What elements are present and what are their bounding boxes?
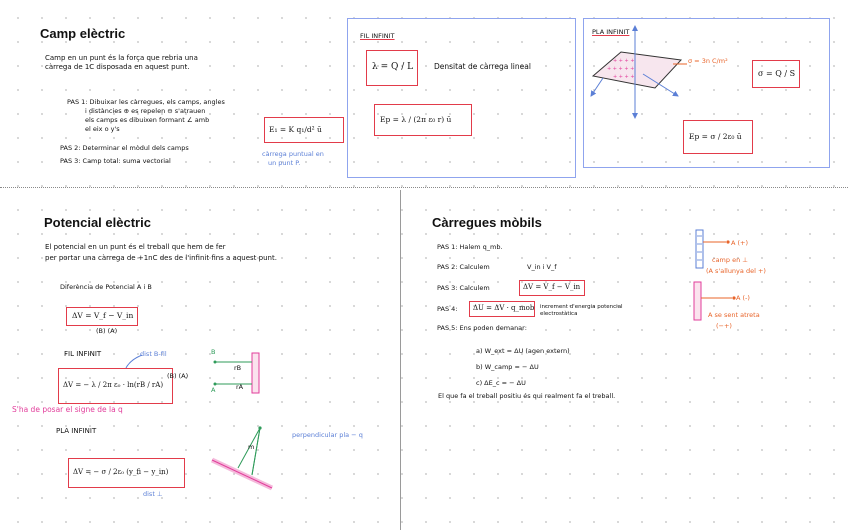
carregues-pas4-note-2: electrostàtica bbox=[540, 311, 578, 317]
fil-field-formula: Ep = λ / (2π ε₀ r) ū bbox=[380, 115, 452, 124]
carregues-side-b3: (−+) bbox=[716, 322, 732, 330]
potencial-title: Potencial elèctric bbox=[44, 215, 151, 230]
carregues-pas1: PAS 1: Halem q_mb. bbox=[437, 243, 503, 251]
potencial-diagram-ra: rA bbox=[236, 383, 244, 391]
potencial-fil-formula: ΔV = − λ / 2π ε₀ · ln(rB / rA) bbox=[63, 381, 164, 389]
carregues-closing: El que fa el treball positiu és qui realment fa el treball. bbox=[438, 392, 616, 400]
carregues-pas4-box bbox=[469, 301, 535, 317]
potencial-dist-note: dist ⊥ bbox=[143, 490, 163, 498]
pla-field-box bbox=[683, 120, 753, 154]
carregues-pas5: PAS 5: Ens poden demanar: bbox=[437, 324, 527, 332]
carregues-pas4-a: PAS 4: bbox=[437, 305, 458, 313]
potencial-fil-label: FIL INFINIT bbox=[64, 350, 102, 358]
camp-formula-box bbox=[264, 117, 344, 143]
carregues-side-a1: A (+) bbox=[731, 239, 749, 247]
svg-text:+ + + +: + + + + bbox=[613, 58, 635, 64]
svg-text:+ + + + +: + + + + + bbox=[607, 66, 635, 72]
carregues-pas2-b: V_in i V_f bbox=[527, 263, 557, 271]
carregues-pas4-formula: ΔU = ΔV · q_mob bbox=[473, 304, 535, 312]
horizontal-divider bbox=[0, 187, 848, 188]
potencial-pla-box bbox=[68, 458, 185, 488]
camp-pas3: PAS 3: Camp total: suma vectorial bbox=[60, 157, 171, 165]
svg-text:+ + + +: + + + + bbox=[613, 74, 635, 80]
camp-pas1-b: i distàncies ⊕ es repelen ⊖ s'atrauen bbox=[85, 107, 206, 115]
potencial-diagram-b: B bbox=[211, 348, 216, 356]
camp-intro-line-2: càrrega de 1C disposada en aquest punt. bbox=[45, 63, 190, 71]
camp-intro-line-1: Camp en un punt és la força que rebria una bbox=[45, 54, 198, 62]
fil-infinit-label: FIL INFINIT bbox=[360, 32, 395, 40]
camp-note-1: càrrega puntual en bbox=[262, 150, 324, 158]
potencial-diff-label: Diferència de Potencial A i B bbox=[60, 283, 152, 291]
potencial-sign-note: S'ha de posar el signe de la q bbox=[12, 405, 123, 414]
fil-lambda-formula: λ = Q / L bbox=[372, 62, 414, 72]
carregues-title: Càrregues mòbils bbox=[432, 215, 542, 230]
camp-pas2: PAS 2: Determinar el mòdul dels camps bbox=[60, 144, 189, 152]
carregues-item-a: a) W_ext = ΔU (agen extern) bbox=[476, 347, 570, 355]
carregues-side-a3: (A s'allunya del +) bbox=[706, 267, 766, 275]
camp-title: Camp elèctric bbox=[40, 26, 126, 41]
carregues-pas4-note-1: increment d'energia potencial bbox=[540, 304, 623, 310]
potencial-pla-m: m bbox=[248, 443, 255, 451]
camp-note-2: un punt P. bbox=[268, 159, 301, 167]
pla-infinit-label: PLA INFINIT bbox=[592, 28, 630, 36]
camp-pas1-d: el eix o y's bbox=[85, 125, 120, 133]
carregues-side-b1: A (-) bbox=[736, 294, 750, 302]
fil-infinit-panel bbox=[347, 18, 576, 178]
carregues-side-b2: A se sent atreta bbox=[708, 311, 760, 319]
fil-lambda-box bbox=[366, 50, 418, 86]
potencial-fil-box bbox=[58, 368, 173, 404]
potencial-diff-box bbox=[66, 307, 138, 326]
carregues-pas3-a: PAS 3: Calculem bbox=[437, 284, 490, 292]
potencial-diff-formula: ΔV = V_f − V_in bbox=[72, 311, 134, 320]
potencial-fil-sub: (B) (A) bbox=[167, 372, 189, 380]
carregues-item-b: b) W_camp = − ΔU bbox=[476, 363, 539, 371]
pla-sigma-formula: σ = Q / S bbox=[758, 69, 796, 78]
carregues-pas3-formula: ΔV = V_f − V_in bbox=[523, 283, 581, 291]
vertical-divider bbox=[400, 190, 401, 530]
potencial-diagram-a: A bbox=[211, 386, 216, 394]
fil-field-box bbox=[374, 104, 472, 136]
potencial-fil-dist-note: dist B-fil bbox=[140, 350, 167, 358]
potencial-pla-note: perpendicular pla − q bbox=[292, 431, 363, 439]
carregues-item-c: c) ΔE_c = − ΔU bbox=[476, 379, 526, 387]
carregues-side-a2: camp en ⊥ bbox=[712, 256, 748, 264]
potencial-pla-diagram bbox=[208, 420, 278, 495]
potencial-intro-2: per portar una càrrega de +1nC des de l'infinit fins a aquest punt. bbox=[45, 254, 277, 262]
pla-field-formula: Ep = σ / 2ε₀ ū bbox=[689, 132, 742, 141]
camp-formula: E₁ = K q₁/d² ū bbox=[269, 125, 322, 134]
camp-pas1-c: els camps es dibuixen formant ∠ amb bbox=[85, 116, 210, 124]
pla-sigma-note: σ = 3n C/m² bbox=[688, 57, 728, 65]
camp-pas1-a: PAS 1: Dibuixar les càrregues, els camps, angles bbox=[67, 98, 225, 106]
pla-sigma-box bbox=[752, 60, 800, 88]
potencial-diff-sub: (B) (A) bbox=[96, 327, 118, 335]
potencial-intro-1: El potencial en un punt és el treball que hem de fer bbox=[45, 243, 226, 251]
carregues-pas2-a: PAS 2: Calculem bbox=[437, 263, 490, 271]
fil-lambda-desc: Densitat de càrrega lineal bbox=[434, 62, 531, 71]
potencial-pla-label: PLA INFINIT bbox=[56, 427, 97, 435]
potencial-diagram-rb: rB bbox=[234, 364, 242, 372]
potencial-pla-formula: ΔV = − σ / 2ε₀ (y_fi − y_in) bbox=[73, 468, 169, 476]
carregues-pas3-box bbox=[519, 280, 585, 296]
